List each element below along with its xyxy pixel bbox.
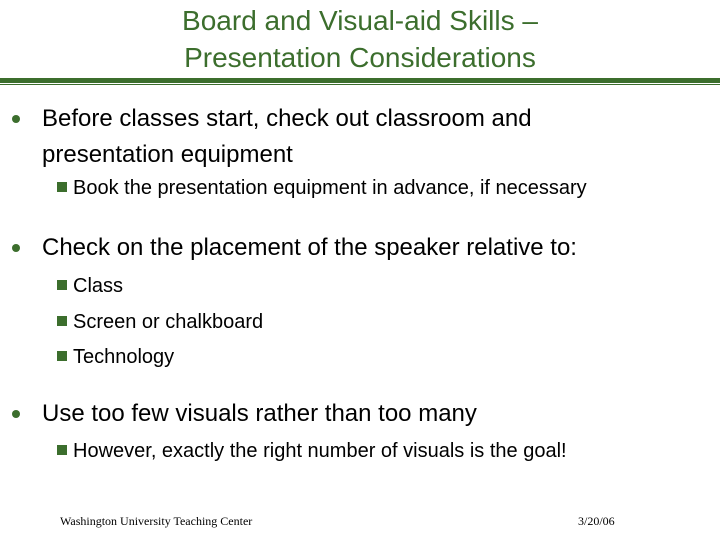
title-divider-thin — [0, 84, 720, 85]
bullet-2-sub-2 — [57, 310, 263, 334]
bullet-2-sub-2-text: Screen or chalkboard — [73, 311, 264, 333]
footer-date: 3/20/06 — [578, 514, 615, 528]
slide-title — [0, 2, 720, 76]
bullet-1-sub-1 — [57, 176, 587, 200]
bullet-3-text: Use too few visuals rather than too many — [42, 400, 477, 427]
bullet-3 — [42, 396, 702, 432]
footer-organization: Washington University Teaching Center — [60, 514, 253, 528]
bullet-2-sub-3-text: Technology — [73, 346, 175, 368]
bullet-1-sub-1-text: Book the presentation equipment in advance, if necessary — [73, 177, 587, 199]
square-bullet-icon — [57, 445, 67, 455]
bullet-dot-icon — [12, 410, 20, 418]
bullet-2-sub-1-text: Class — [73, 275, 124, 297]
title-divider — [0, 78, 720, 86]
square-bullet-icon — [57, 316, 67, 326]
bullet-2-sub-3 — [57, 345, 174, 369]
slide-title-line-1: Board and Visual-aid Skills – — [182, 5, 538, 36]
square-bullet-icon — [57, 182, 67, 192]
bullet-1-text-line-2: presentation equipment — [42, 141, 293, 168]
square-bullet-icon — [57, 351, 67, 361]
bullet-2 — [42, 230, 702, 266]
square-bullet-icon — [57, 280, 67, 290]
slide-title-line-2: Presentation Considerations — [184, 42, 536, 73]
title-divider-thick — [0, 78, 720, 83]
bullet-2-text: Check on the placement of the speaker relative to: — [42, 234, 577, 261]
bullet-1-text-line-1: Before classes start, check out classroom and — [42, 105, 532, 132]
bullet-1 — [42, 101, 702, 173]
bullet-dot-icon — [12, 244, 20, 252]
bullet-dot-icon — [12, 115, 20, 123]
bullet-3-sub-1 — [57, 439, 567, 463]
bullet-3-sub-1-text: However, exactly the right number of visuals is the goal! — [73, 440, 567, 462]
bullet-2-sub-1 — [57, 274, 123, 298]
